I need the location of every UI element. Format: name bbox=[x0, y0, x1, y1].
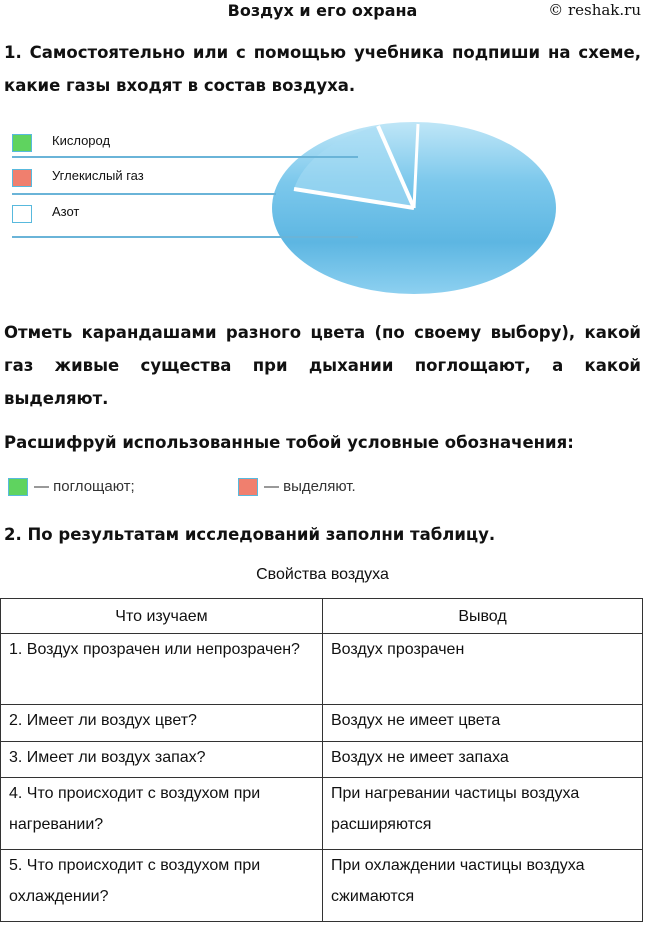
cipher-label-release: — выделяют. bbox=[264, 478, 356, 495]
column-header-subject: Что изучаем bbox=[1, 599, 323, 634]
table-row bbox=[1, 850, 643, 922]
task1-instruction: Отметь карандашами разного цвета (по своему выбору), какой газ живые существа при дыхании поглощают, а какой выделяют. bbox=[4, 323, 641, 408]
cipher-heading: Расшифруй использованные тобой условные обозначения: bbox=[4, 433, 574, 452]
column-header-conclusion: Вывод bbox=[323, 599, 643, 634]
table-row bbox=[1, 634, 643, 705]
legend-label-co2: Углекислый газ bbox=[52, 168, 144, 183]
row-answer[interactable]: При охлаждении частицы воздуха сжимаются bbox=[323, 850, 643, 922]
nitrogen-swatch[interactable] bbox=[12, 205, 32, 223]
cipher-label-absorb: — поглощают; bbox=[34, 478, 135, 495]
oxygen-leader-line bbox=[12, 156, 358, 158]
site-watermark-text: © reshak.ru bbox=[548, 1, 641, 19]
cipher-legend bbox=[8, 476, 428, 502]
co2-swatch[interactable] bbox=[12, 169, 32, 187]
table-title: Свойства воздуха bbox=[256, 566, 389, 583]
air-composition-diagram bbox=[4, 112, 604, 312]
oxygen-swatch[interactable] bbox=[12, 134, 32, 152]
nitrogen-leader-line bbox=[12, 236, 358, 238]
table-row bbox=[1, 778, 643, 850]
row-question: 2. Имеет ли воздух цвет? bbox=[1, 705, 323, 742]
air-properties-table bbox=[0, 598, 643, 922]
legend-label-nitrogen: Азот bbox=[52, 204, 80, 219]
row-answer[interactable]: При нагревании частицы воздуха расширяются bbox=[323, 778, 643, 850]
row-question: 1. Воздух прозрачен или непрозрачен? bbox=[1, 634, 323, 705]
row-answer[interactable]: Воздух не имеет цвета bbox=[323, 705, 643, 742]
table-row bbox=[1, 705, 643, 742]
row-answer[interactable]: Воздух прозрачен bbox=[323, 634, 643, 705]
task1-heading: 1. Самостоятельно или с помощью учебника подпиши на схеме, какие газы входят в состав воздуха. bbox=[4, 43, 641, 95]
co2-leader-line bbox=[12, 193, 276, 195]
row-question: 3. Имеет ли воздух запах? bbox=[1, 742, 323, 778]
page-header bbox=[0, 0, 645, 24]
page-title: Воздух и его охрана bbox=[227, 1, 418, 20]
table-row bbox=[1, 742, 643, 778]
table-header-row bbox=[1, 599, 643, 634]
release-swatch[interactable] bbox=[238, 478, 258, 496]
row-question: 5. Что происходит с воздухом при охлаждении? bbox=[1, 850, 323, 922]
absorb-swatch[interactable] bbox=[8, 478, 28, 496]
legend-label-oxygen: Кислород bbox=[52, 133, 111, 148]
task2-heading: 2. По результатам исследований заполни таблицу. bbox=[4, 525, 496, 544]
row-question: 4. Что происходит с воздухом при нагревании? bbox=[1, 778, 323, 850]
row-answer[interactable]: Воздух не имеет запаха bbox=[323, 742, 643, 778]
